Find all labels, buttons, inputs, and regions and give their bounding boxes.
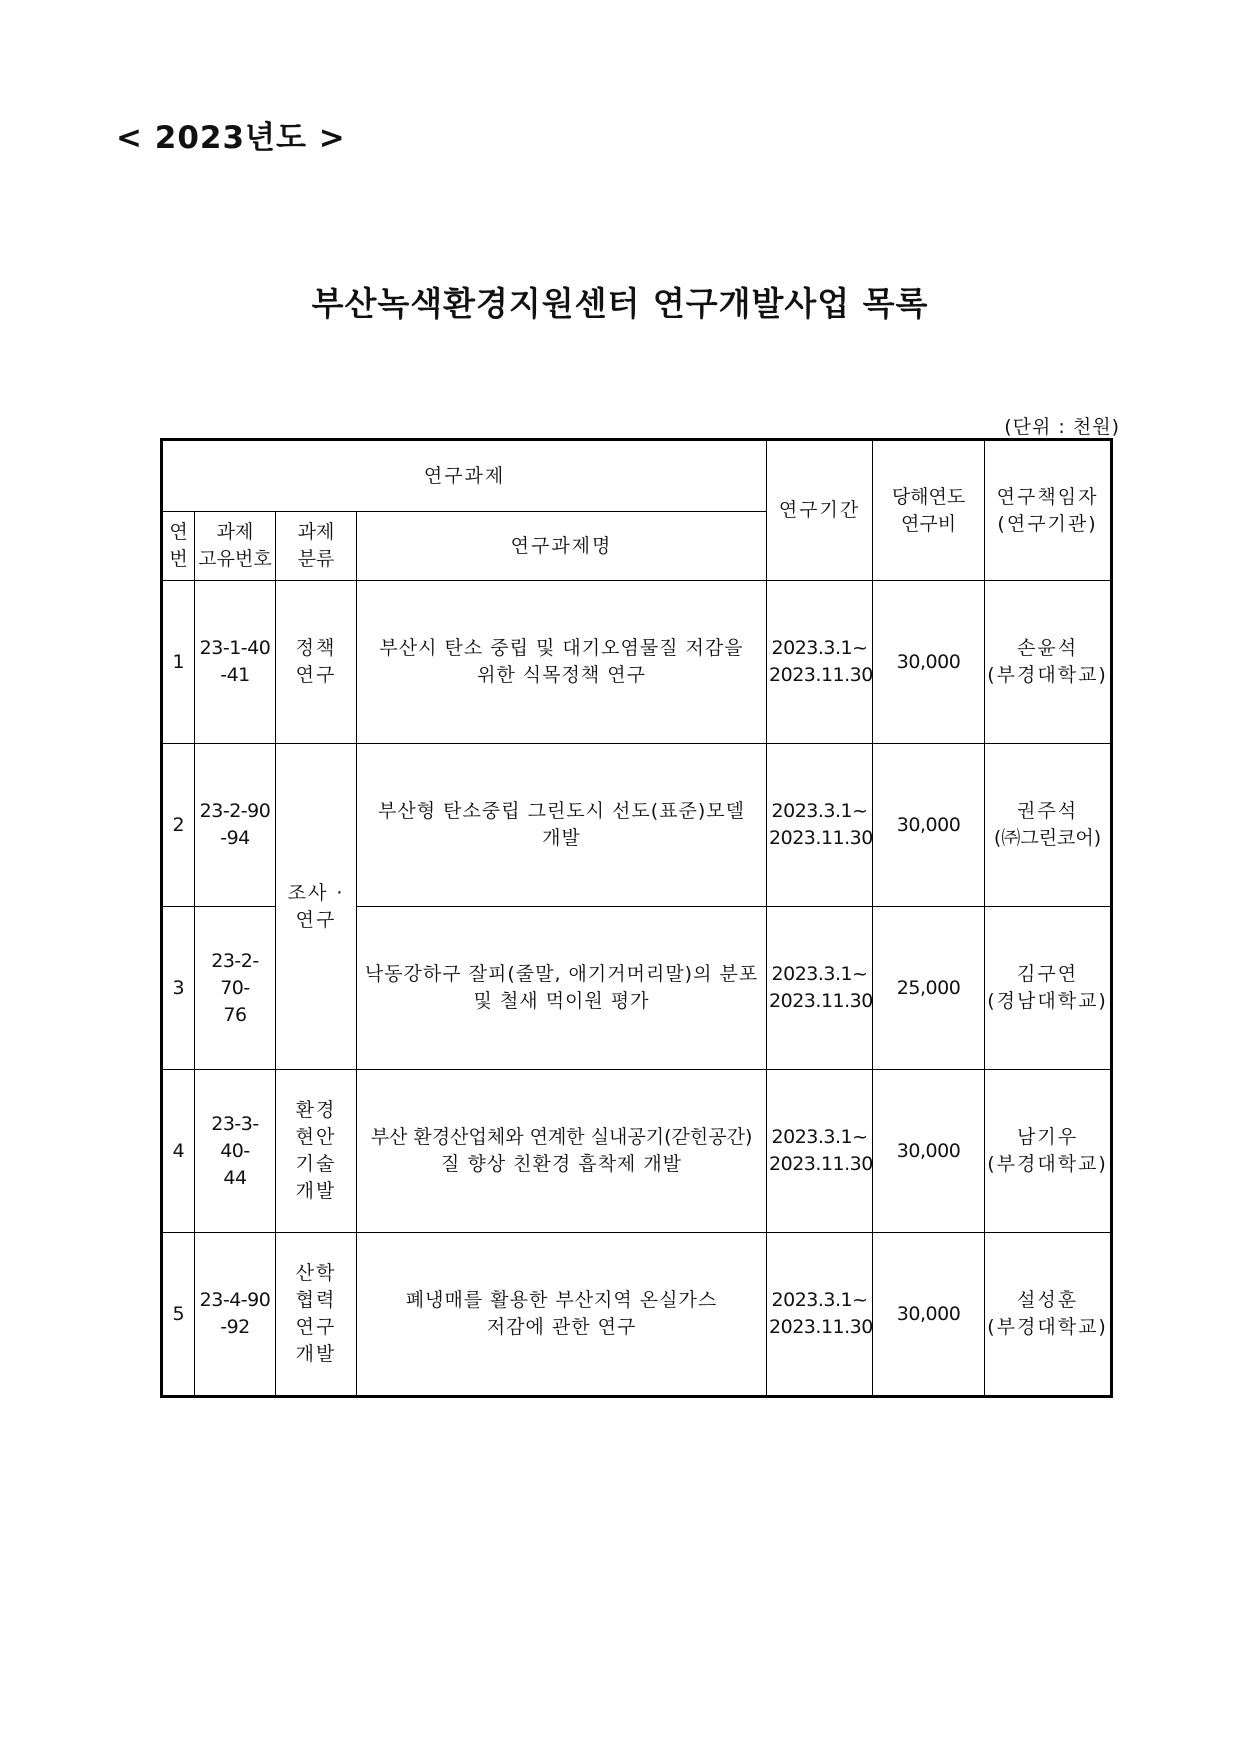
category-line: 개발: [295, 1343, 337, 1365]
task-name-line2: 저감에 관한 연구: [486, 1316, 637, 1338]
period-cell: [767, 581, 873, 744]
budget-cell: 25,000: [873, 907, 985, 1070]
task-name-line1: 부산시 탄소 중립 및 대기오염물질 저감을: [379, 637, 744, 659]
seq-cell: 1: [162, 581, 195, 744]
task-name-cell: [357, 1070, 767, 1233]
period-start: 2023.3.1~: [771, 800, 868, 822]
period-end: 2023.11.30: [769, 990, 873, 1012]
header-category: [276, 512, 357, 581]
unit-note: (단위 : 천원): [1004, 416, 1120, 438]
category-cell: [276, 581, 357, 744]
task-name-cell: [357, 1233, 767, 1397]
lead-name: 설성훈: [1017, 1289, 1079, 1311]
task-name-line1: 부산 환경산업체와 연계한 실내공기(갇힌공간): [370, 1126, 753, 1148]
lead-name: 남기우: [1017, 1126, 1079, 1148]
code-line1: 23-1-40: [199, 637, 271, 659]
code-line1: 23-2-70-: [211, 949, 259, 999]
task-name-line2: 및 철새 먹이원 평가: [473, 990, 650, 1012]
header-seq-line1: 연: [169, 521, 188, 543]
category-line: 정책: [295, 637, 337, 659]
header-research-task: 연구과제: [162, 440, 767, 512]
header-budget-line2: 연구비: [901, 512, 957, 535]
period-start: 2023.3.1~: [771, 1289, 868, 1311]
code-cell: [195, 581, 276, 744]
table-row: [162, 581, 1112, 744]
category-cell: [276, 1070, 357, 1233]
budget-cell: 30,000: [873, 1233, 985, 1397]
code-line2: -94: [220, 827, 250, 849]
task-name-line1: 폐냉매를 활용한 부산지역 온실가스: [405, 1289, 718, 1311]
task-name-line2: 개발: [542, 827, 581, 849]
period-end: 2023.11.30: [769, 827, 873, 849]
period-cell: [767, 1233, 873, 1397]
budget-cell: 30,000: [873, 744, 985, 907]
header-code-line1: 과제: [216, 521, 254, 543]
period-cell: [767, 1070, 873, 1233]
header-category-line2: 분류: [297, 548, 335, 570]
lead-org: (㈜그린코어): [993, 827, 1102, 849]
task-name-cell: [357, 907, 767, 1070]
task-name-line2: 위한 식목정책 연구: [477, 664, 646, 686]
header-lead-line2: (연구기관): [997, 512, 1098, 535]
category-line: 산학: [295, 1262, 337, 1284]
lead-name: 김구연: [1017, 963, 1079, 985]
budget-cell: 30,000: [873, 1070, 985, 1233]
lead-cell: [985, 581, 1112, 744]
header-seq: [162, 512, 195, 581]
category-line: 현안: [295, 1126, 337, 1148]
header-lead-line1: 연구책임자: [996, 485, 1099, 508]
table-row: [162, 1233, 1112, 1397]
period-start: 2023.3.1~: [771, 963, 868, 985]
code-line2: 76: [223, 1003, 247, 1026]
category-cell: [276, 1233, 357, 1397]
period-start: 2023.3.1~: [771, 637, 868, 659]
category-line: 조사 ·: [287, 881, 345, 904]
lead-name: 권주석: [1017, 800, 1079, 822]
category-line: 협력: [295, 1289, 337, 1311]
task-name-line2: 질 향상 친환경 흡착제 개발: [440, 1153, 683, 1175]
header-code-line2: 고유번호: [198, 548, 272, 570]
lead-cell: [985, 1233, 1112, 1397]
category-line: 기술: [295, 1153, 337, 1175]
lead-cell: [985, 907, 1112, 1070]
research-projects-table: [160, 438, 1113, 1398]
seq-cell: 3: [162, 907, 195, 1070]
code-line1: 23-4-90: [199, 1289, 271, 1311]
lead-cell: [985, 744, 1112, 907]
lead-org: (부경대학교): [987, 1153, 1108, 1175]
category-cell: [276, 744, 357, 1070]
lead-org: (부경대학교): [987, 1316, 1108, 1338]
code-cell: [195, 1233, 276, 1397]
header-budget-line1: 당해연도: [891, 485, 966, 508]
seq-cell: 5: [162, 1233, 195, 1397]
period-cell: [767, 744, 873, 907]
code-line2: -92: [220, 1316, 250, 1338]
lead-org: (경남대학교): [987, 990, 1108, 1012]
header-seq-line2: 번: [169, 548, 188, 570]
category-line: 환경: [295, 1099, 337, 1121]
code-line1: 23-3-40-: [211, 1112, 259, 1162]
table-row: [162, 1070, 1112, 1233]
lead-cell: [985, 1070, 1112, 1233]
task-name-cell: [357, 744, 767, 907]
category-line: 연구: [295, 1316, 337, 1338]
category-line: 개발: [295, 1180, 337, 1202]
code-cell: [195, 744, 276, 907]
header-lead: [985, 440, 1112, 581]
year-heading: < 2023년도 >: [116, 120, 346, 156]
code-cell: [195, 907, 276, 1070]
period-cell: [767, 907, 873, 1070]
task-name-line1: 부산형 탄소중립 그린도시 선도(표준)모델: [378, 800, 745, 822]
period-start: 2023.3.1~: [771, 1126, 868, 1148]
code-line2: 44: [223, 1166, 247, 1189]
task-name-cell: [357, 581, 767, 744]
header-code: [195, 512, 276, 581]
category-line: 연구: [295, 664, 337, 686]
budget-cell: 30,000: [873, 581, 985, 744]
task-name-line1: 낙동강하구 잘피(줄말, 애기거머리말)의 분포: [364, 963, 759, 985]
header-period: 연구기간: [767, 440, 873, 581]
code-line1: 23-2-90: [199, 800, 271, 822]
seq-cell: 4: [162, 1070, 195, 1233]
category-line: 연구: [295, 908, 337, 931]
header-task-name: 연구과제명: [357, 512, 767, 581]
header-row-1: [162, 440, 1112, 512]
header-budget: [873, 440, 985, 581]
period-end: 2023.11.30: [769, 1153, 873, 1175]
header-category-line1: 과제: [297, 521, 335, 543]
code-line2: -41: [220, 664, 250, 686]
document-title: 부산녹색환경지원센터 연구개발사업 목록: [311, 284, 929, 323]
code-cell: [195, 1070, 276, 1233]
seq-cell: 2: [162, 744, 195, 907]
period-end: 2023.11.30: [769, 664, 873, 686]
lead-name: 손윤석: [1017, 637, 1079, 659]
period-end: 2023.11.30: [769, 1316, 873, 1338]
lead-org: (부경대학교): [987, 664, 1108, 686]
table-row: [162, 744, 1112, 907]
